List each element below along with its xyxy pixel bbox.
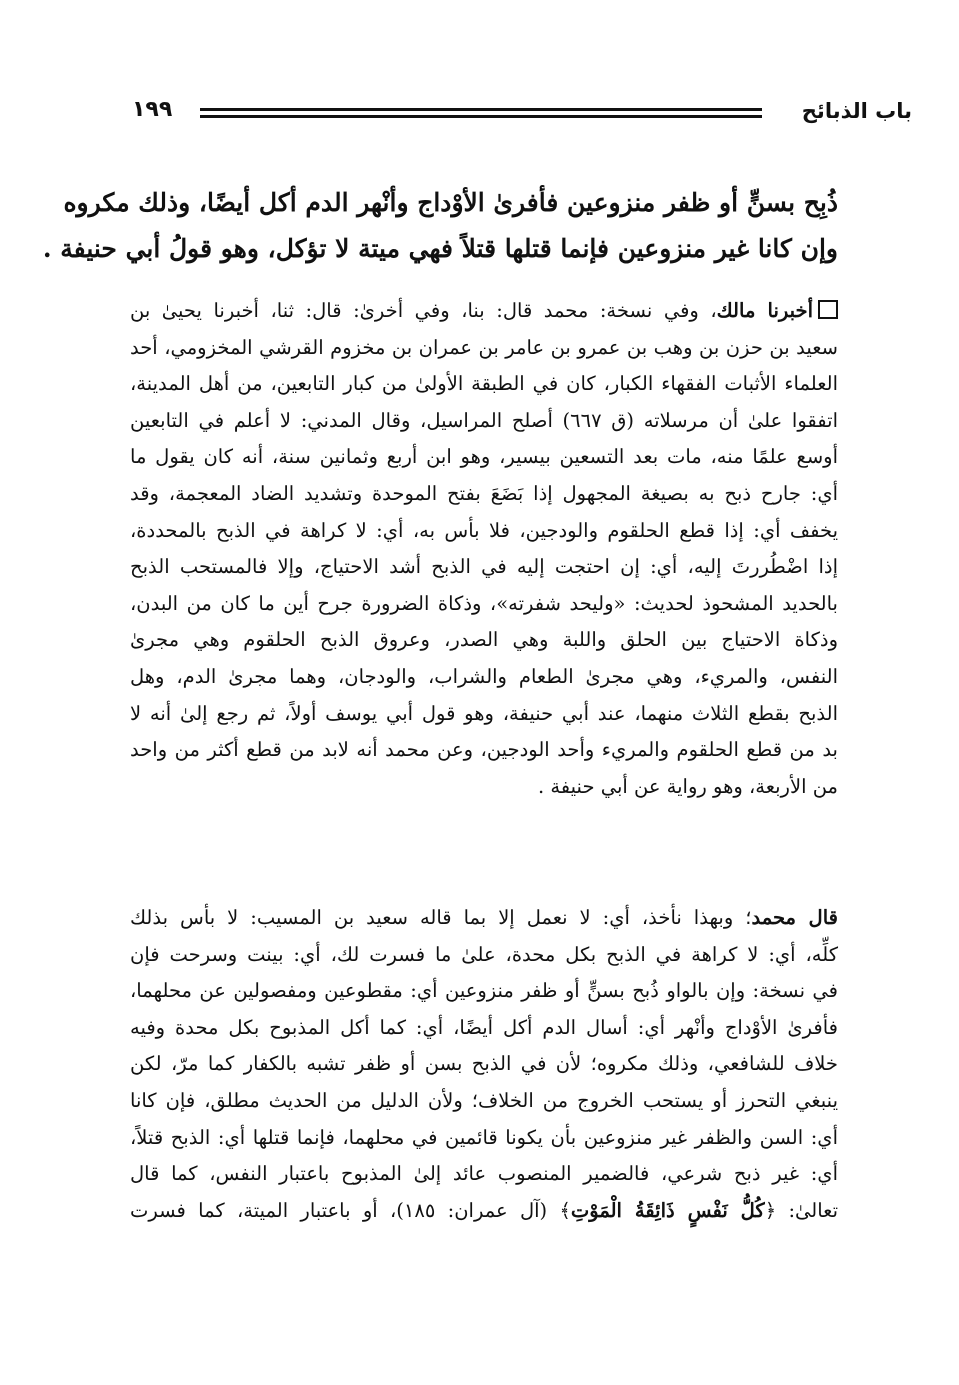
commentary-text: ، وفي نسخة: محمد قال: بنا، وفي أخرىٰ: قال: ثنا، أخبرنا يحيىٰ بن	[130, 299, 717, 322]
commentary-line: كلِّه، أي: لا كراهة في الذبح بكل محدة، علىٰ ما فسرت لك، أي: بينت وسرحت فإن	[130, 942, 838, 966]
commentary-line: أي: جارح ذبح به بصيغة المجهول إذا بَضَعَ بفتح الموحدة وتشديد الضاد المعجمة، وقد	[130, 481, 838, 505]
matn-line: ذُبِح بسنٍّ أو ظفر منزوعين فأفرىٰ الأوْداج وأنْهر الدم أكل أيضًا، وذلك مكروه	[63, 188, 838, 217]
commentary-line: من الأربعة، وهو رواية عن أبي حنيفة .	[537, 774, 838, 798]
commentary-line: اتفقوا علىٰ أن مرسلاته (ق ٦٦٧) أصلح المراسيل، وقال المدني: لا أعلم في التابعين	[130, 408, 838, 432]
commentary-section-1	[130, 293, 838, 805]
commentary-line: ينبغي التحرز أو يستحب الخروج من الخلاف؛ ولأن الدليل من الحديث مطلق، فإن كانا	[130, 1088, 838, 1112]
commentary-line: فأفرىٰ الأوْداج وأنْهر أي: أسال الدم أكل أيضًا، أي: كما أكل المذبوح بكل محدة وفيه	[130, 1015, 838, 1039]
commentary-line	[130, 1193, 838, 1230]
header-rule	[200, 108, 762, 118]
commentary-line	[130, 293, 838, 330]
commentary-line: أي: السن والظفر غير منزوعين بأن يكونا قائمين في محلهما، فإنما قتلها أي: الذبح قتلاً،	[130, 1125, 838, 1149]
commentary-line: أوسع علمًا منه، مات بعد التسعين بيسير، وهو ابن أربع وثمانين سنة، أنه كان يقول ما	[130, 445, 838, 469]
commentary-text: ؛ وبهذا نأخذ، أي: لا نعمل إلا بما قاله سعيد بن المسيب: لا بأس بذلك	[130, 906, 752, 929]
page-header	[132, 96, 912, 136]
narrator-heading: أخبرنا مالك	[716, 299, 813, 322]
commentary-section-2	[130, 900, 838, 1229]
commentary-line: سعيد بن حزن بن وهب بن عمرو بن عامر بن عمران بن مخزوم القرشي المخزومي، أحد	[130, 335, 838, 359]
commentary-line: النفس، والمريء، وهي مجرىٰ الطعام والشراب، والودجان، وهما مجرىٰ الدم، وهل	[130, 664, 838, 688]
square-marker-icon	[818, 300, 838, 319]
commentary-line: أي: غير ذبح شرعي، فالضمير المنصوب عائد إلىٰ المذبوح باعتبار النفس، كما قال	[130, 1162, 838, 1186]
commentary-line: بد من قطع الحلقوم والمريء وأحد الودجين، وعن محمد أنه لابد من قطع أكثر من واحد	[130, 738, 838, 762]
matn-line: وإن كانا غير منزوعين فإنما قتلها قتلاً فهي ميتة لا تؤكل، وهو قولُ أبي حنيفة .	[42, 234, 838, 263]
commentary-text: تعالىٰ: ﴿	[764, 1198, 838, 1222]
commentary-line: العلماء الأثبات الفقهاء الكبار، كان في الطبقة الأولىٰ من كبار التابعين، من أهل المدينة،	[130, 372, 838, 396]
chapter-title: باب الذبائح	[801, 99, 912, 123]
matn-text	[42, 180, 838, 272]
commentary-line: بالحديد المشحوذ لحديث: «وليحد شفرته»، وذكاة الضرورة جرح أين ما كان من البدن،	[130, 591, 838, 615]
commentary-line: وذكاة الاحتياج بين الحلق واللبة وهي الصدر، وعروق الذبح الحلقوم وهي مجرىٰ	[130, 628, 838, 652]
commentary-line: يخفف أي: إذا قطع الحلقوم والودجين، فلا بأس به، أي: لا كراهة في الذبح بالمحددة،	[130, 518, 838, 542]
commentary-line	[130, 900, 838, 937]
commentary-line: خلاف للشافعي، وذلك مكروه؛ لأن في الذبح بسن أو ظفر تشبه بالكفار كما مرّ، لكن	[130, 1052, 838, 1076]
commentary-line: إذا اضْطُررتَ إليه، أي: إن احتجت إليه في الذبح أشد الاحتياج، وإلا فالمستحب الذبح	[130, 555, 838, 579]
quran-verse: كُلُّ نَفْسٍ ذَائِقَةُ الْمَوْتِ	[570, 1198, 765, 1222]
page-number: ١٩٩	[132, 97, 173, 122]
narrator-heading: قال محمد	[751, 906, 838, 929]
commentary-line: الذبح بقطع الثلاث منهما، عند أبي حنيفة، وهو قول أبي يوسف أولاً، ثم رجع إلىٰ أنه لا	[130, 701, 838, 725]
commentary-text: ﴾ (آل عمران: ١٨٥)، أو باعتبار الميتة، كما فسرت	[130, 1198, 571, 1222]
commentary-line: في نسخة: وإن بالواو ذُبح بسنٍّ أو ظفر منزوعين أي: مقطوعين ومفصولين عن محلهما،	[130, 979, 838, 1003]
